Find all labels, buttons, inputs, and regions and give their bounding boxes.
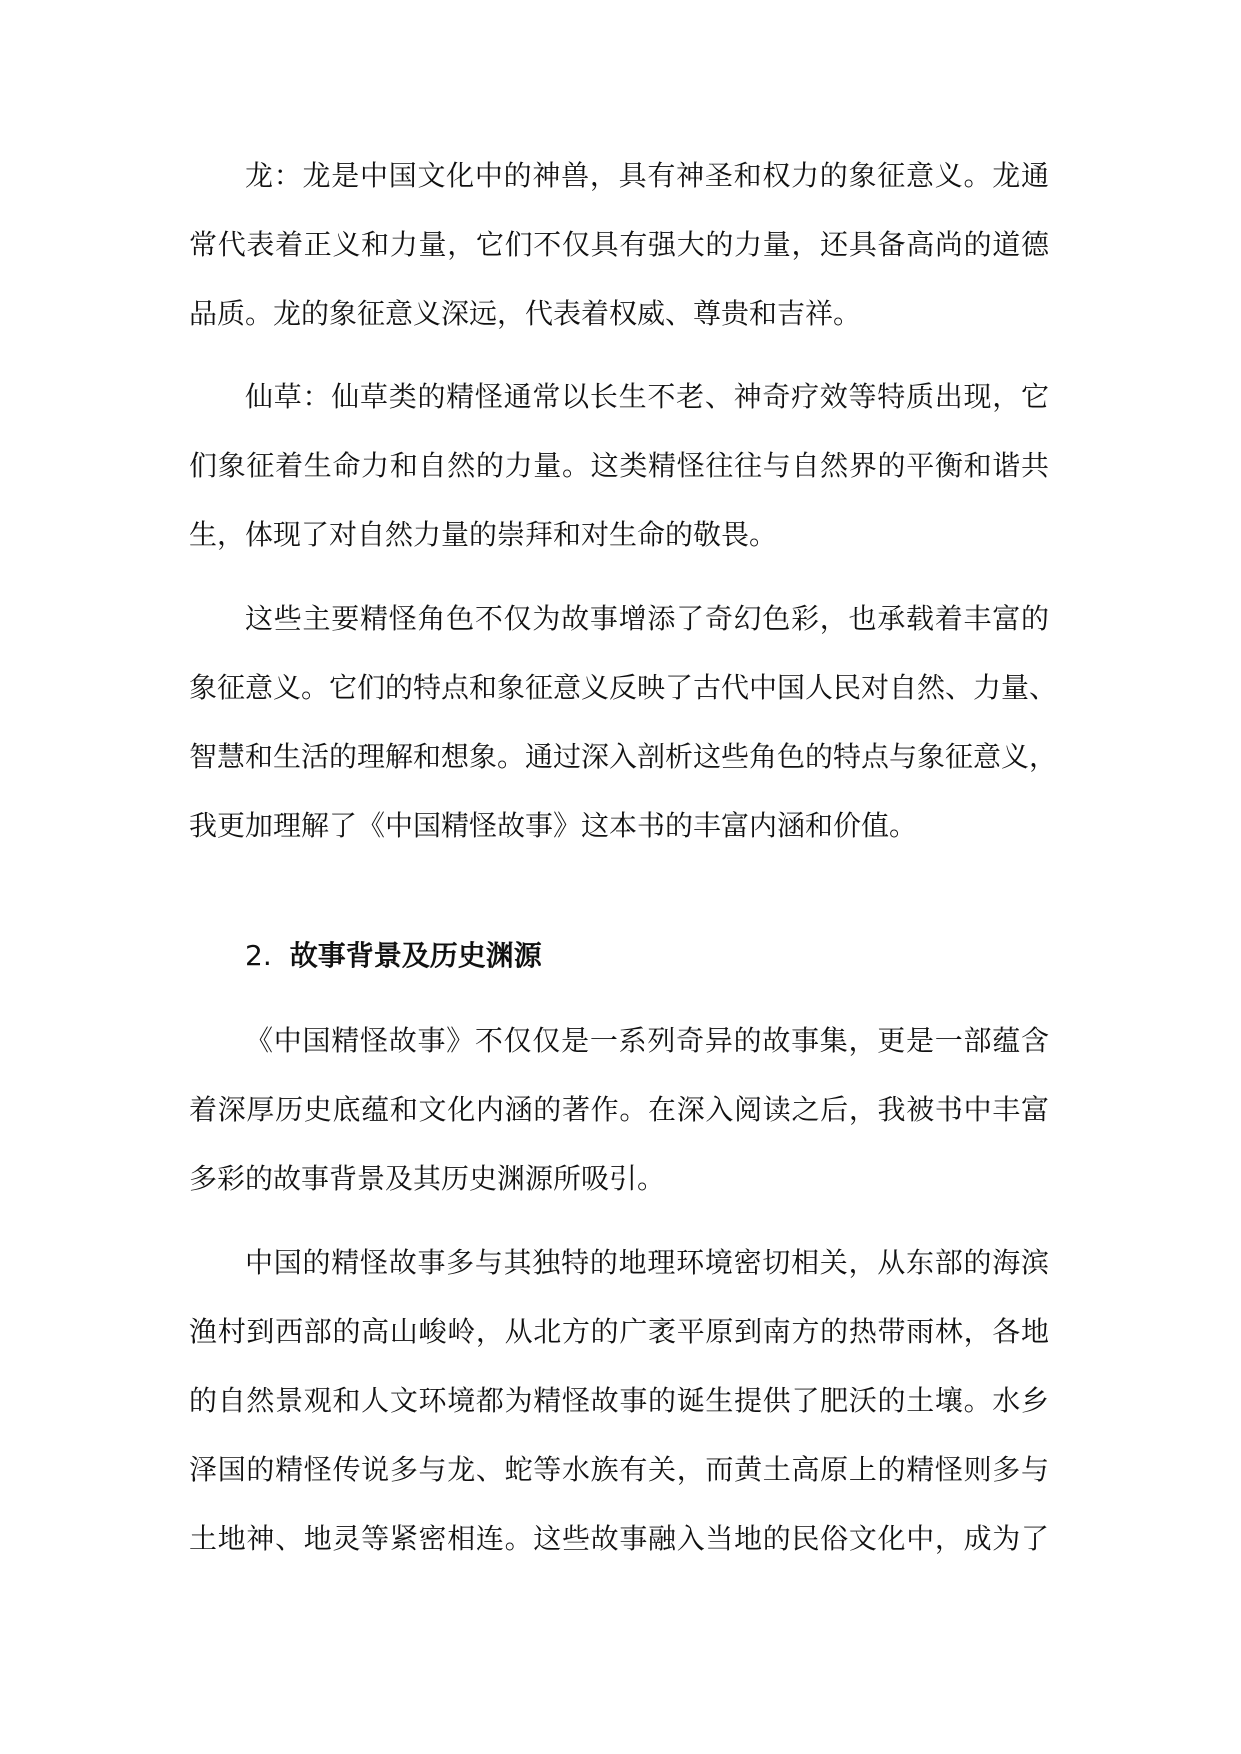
text-line: 泽国的精怪传说多与龙、蛇等水族有关，而黄土高原上的精怪则多与 [189,1453,1049,1486]
section-number: 2. [245,939,272,972]
text-line: 中国的精怪故事多与其独特的地理环境密切相关，从东部的海滨 [245,1246,1049,1279]
text-line: 《中国精怪故事》不仅仅是一系列奇异的故事集，更是一部蕴含 [245,1024,1049,1057]
section-title: 故事背景及历史渊源 [289,939,542,972]
text-line: 常代表着正义和力量，它们不仅具有强大的力量，还具备高尚的道德 [189,228,1049,261]
text-line: 品质。龙的象征意义深远，代表着权威、尊贵和吉祥。 [189,297,862,330]
section-heading [245,938,542,974]
text-line: 们象征着生命力和自然的力量。这类精怪往往与自然界的平衡和谐共 [189,449,1049,482]
text-line: 仙草：仙草类的精怪通常以长生不老、神奇疗效等特质出现，它 [245,380,1049,413]
text-line: 多彩的故事背景及其历史渊源所吸引。 [189,1162,666,1195]
text-line: 龙：龙是中国文化中的神兽，具有神圣和权力的象征意义。龙通 [245,159,1049,192]
text-line: 智慧和生活的理解和想象。通过深入剖析这些角色的特点与象征意义， [189,740,1058,773]
text-line: 土地神、地灵等紧密相连。这些故事融入当地的民俗文化中，成为了 [189,1522,1049,1555]
text-line: 这些主要精怪角色不仅为故事增添了奇幻色彩，也承载着丰富的 [245,602,1049,635]
text-line: 我更加理解了《中国精怪故事》这本书的丰富内涵和价值。 [189,809,918,842]
text-line: 渔村到西部的高山峻岭，从北方的广袤平原到南方的热带雨林，各地 [189,1315,1049,1348]
text-line: 着深厚历史底蕴和文化内涵的著作。在深入阅读之后，我被书中丰富 [189,1093,1049,1126]
text-line: 象征意义。它们的特点和象征意义反映了古代中国人民对自然、力量、 [189,671,1058,704]
text-line: 生，体现了对自然力量的崇拜和对生命的敬畏。 [189,518,778,551]
text-line: 的自然景观和人文环境都为精怪故事的诞生提供了肥沃的土壤。水乡 [189,1384,1049,1417]
